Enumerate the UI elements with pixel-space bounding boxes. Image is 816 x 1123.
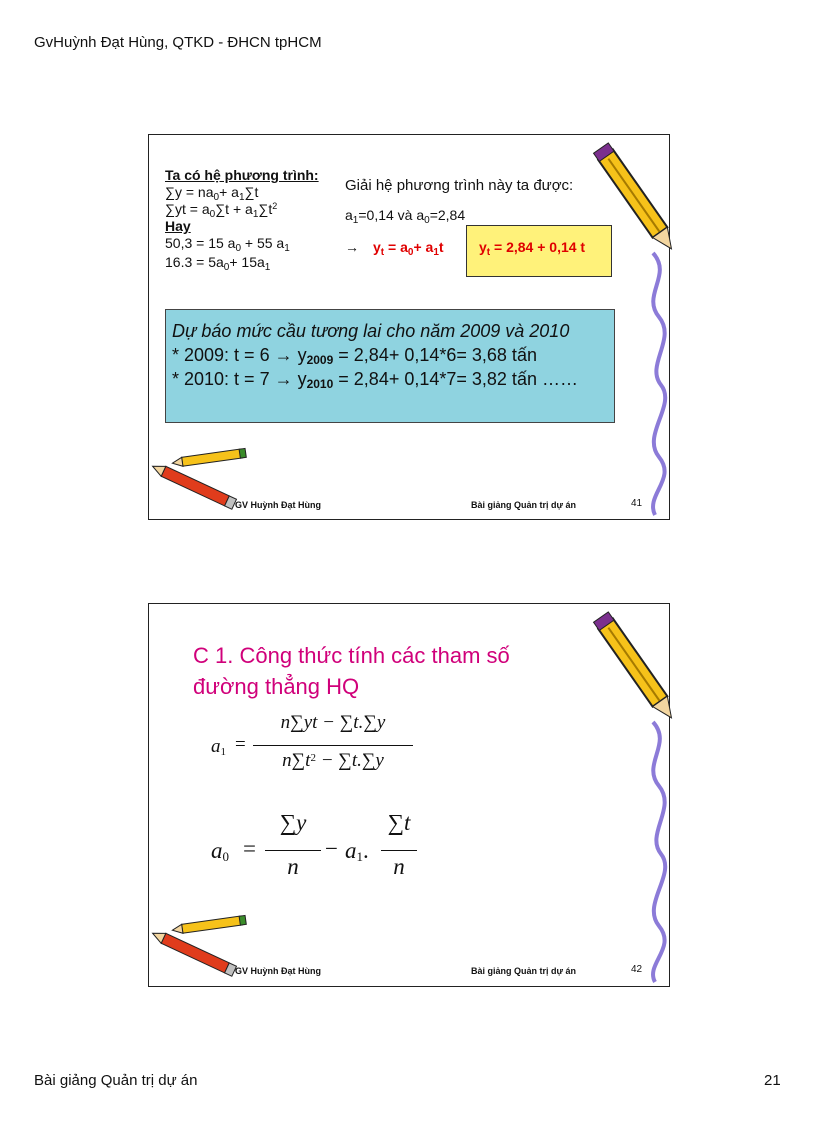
slide-number: 42 <box>631 964 643 975</box>
result-values: $a_1=0,14$ và $a_0=2,84$ <box>345 207 466 226</box>
forecast-title: Dự báo mức cầu tương lai cho năm 2009 và 2010 <box>172 321 570 341</box>
a0-frac2-num: ∑t <box>387 810 411 835</box>
pencil-squiggle-icon <box>575 135 675 519</box>
arrow-icon: → <box>345 239 359 255</box>
equation-4: $16.3 = 5a_0+ 15a_1$ <box>165 254 271 273</box>
a0-frac2-bar <box>381 850 417 851</box>
page-header: GvHuỳnh Đạt Hùng, QTKD - ĐHCN tpHCM <box>34 34 322 51</box>
equals-sign: = <box>235 734 246 755</box>
slide-42 <box>148 603 670 987</box>
equation-system <box>165 167 319 271</box>
regression-formula: $y_t = a_0+ a_1t$ <box>373 239 444 258</box>
equals-sign-2: = <box>243 836 256 861</box>
equation-1: $\sum y = na_0+ a_1\sum t$ <box>165 184 259 203</box>
system-heading: Ta có hệ phương trình: <box>165 167 319 183</box>
hay-label: Hay <box>165 218 191 234</box>
minus-sign: − <box>325 836 338 861</box>
a0-frac2-den: n <box>393 854 405 879</box>
a0-frac1-bar <box>265 850 321 851</box>
forecast-box <box>165 309 615 423</box>
a1-fraction-bar <box>253 745 413 746</box>
slide-number: 41 <box>631 498 643 509</box>
footer-course: Bài giảng Quản trị dự án <box>471 500 577 510</box>
footer-course: Bài giảng Quản trị dự án <box>471 966 577 976</box>
forecast-2010: * 2010: $t = 7 \to y_{2010} = 2,84+ 0,14*7= 3,82$ tấn …… <box>172 369 578 391</box>
solve-text: Giải hệ phương trình này ta được: <box>345 177 574 194</box>
slide-title: C 1. Công thức tính các tham số đường thẳng HQ <box>193 643 510 699</box>
page-footer-title: Bài giảng Quản trị dự án <box>34 1072 198 1089</box>
slide-41 <box>148 134 670 520</box>
a0-frac1-den: n <box>287 854 299 879</box>
result-formula: $y_t = 2,84 + 0,14$ t <box>479 239 586 258</box>
footer-author: GV Huỳnh Đạt Hùng <box>235 500 321 510</box>
footer-author: GV Huỳnh Đạt Hùng <box>235 966 321 976</box>
pencil-squiggle-icon <box>575 604 675 986</box>
equation-3: 50,3 = 15 $a_0 + 55$ $a_1$ <box>165 235 290 254</box>
a0-frac1-num: ∑y <box>279 810 307 835</box>
a1-numerator: n∑yt − ∑t.∑y <box>280 712 386 733</box>
a1-denominator: $n\sum t^2 - \sum t.\sum y$ <box>282 750 384 771</box>
forecast-2009: * 2009: $t = 6 \to y_{2009} = 2,84+ 0,14*6= 3,68$ tấn <box>172 345 537 367</box>
equation-2: $\sum yt = a_0\sum t + a_1\sum t^2$ <box>165 201 278 220</box>
page-number: 21 <box>764 1072 781 1089</box>
a1-term: $a_1$. <box>345 838 369 864</box>
a0-label: $a_0$ <box>211 838 229 864</box>
a1-label: $a_1$ <box>211 736 226 758</box>
